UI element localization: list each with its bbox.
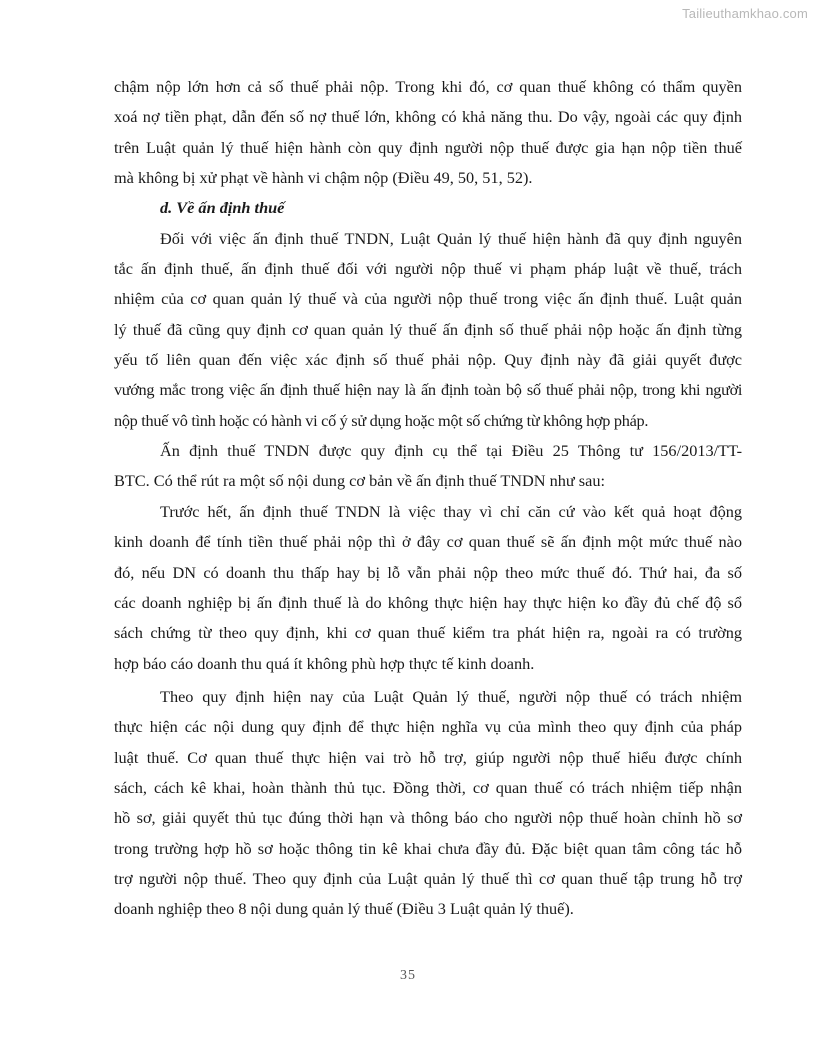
text-line: nhiệm của cơ quan quản lý thuế và của người nộp thuế trong việc ấn định thuế. Luật quản bbox=[114, 289, 742, 309]
text-line: trên Luật quản lý thuế hiện hành còn quy định người nộp thuế được gia hạn nộp tiền thuế bbox=[114, 137, 742, 157]
text-line: Theo quy định hiện nay của Luật Quản lý thuế, người nộp thuế có trách nhiệm bbox=[160, 686, 742, 706]
watermark-text: Tailieuthamkhao.com bbox=[682, 6, 808, 21]
text-line: yếu tố liên quan đến việc xác định số thuế phải nộp. Quy định này đã giải quyết được bbox=[114, 350, 742, 370]
text-line: tắc ấn định thuế, ấn định thuế đối với người nộp thuế vi phạm pháp luật về thuế, trách bbox=[114, 259, 742, 279]
page-number: 35 bbox=[400, 968, 416, 983]
text-line: xoá nợ tiền phạt, dẫn đến số nợ thuế lớn, không có khả năng thu. Do vậy, ngoài các quy định bbox=[114, 107, 742, 127]
text-line: mà không bị xử phạt về hành vi chậm nộp (Điều 49, 50, 51, 52). bbox=[114, 168, 533, 188]
text-line: vướng mắc trong việc ấn định thuế hiện nay là ấn định toàn bộ số thuế phải nộp, trong khi người bbox=[114, 380, 742, 400]
text-line: Đối với việc ấn định thuế TNDN, Luật Quản lý thuế hiện hành đã quy định nguyên bbox=[160, 228, 742, 248]
document-body bbox=[114, 72, 742, 925]
text-line: hợp báo cáo doanh thu quá ít không phù hợp thực tế kinh doanh. bbox=[114, 653, 535, 673]
text-line: Ấn định thuế TNDN được quy định cụ thể tại Điều 25 Thông tư 156/2013/TT- bbox=[160, 441, 742, 461]
text-line: các doanh nghiệp bị ấn định thuế là do không thực hiện hay thực hiện ko đầy đủ chế độ sổ bbox=[114, 592, 742, 612]
text-line: hồ sơ, giải quyết thủ tục đúng thời hạn và thông báo cho người nộp thuế hoàn chỉnh hồ sơ bbox=[114, 808, 742, 828]
text-line: doanh nghiệp theo 8 nội dung quản lý thuế (Điều 3 Luật quản lý thuế). bbox=[114, 899, 574, 919]
text-line: đó, nếu DN có doanh thu thấp hay bị lỗ vẫn phải nộp theo mức thuế đó. Thứ hai, đa số bbox=[114, 562, 742, 582]
text-line: Trước hết, ấn định thuế TNDN là việc thay vì chỉ căn cứ vào kết quả hoạt động bbox=[160, 501, 742, 521]
text-line: chậm nộp lớn hơn cả số thuế phải nộp. Trong khi đó, cơ quan thuế không có thẩm quyền bbox=[114, 77, 742, 96]
text-line: BTC. Có thể rút ra một số nội dung cơ bản về ấn định thuế TNDN như sau: bbox=[114, 471, 606, 491]
text-line: trợ người nộp thuế. Theo quy định của Luật quản lý thuế thì cơ quan thuế tập trung hỗ trợ bbox=[114, 868, 742, 888]
text-line: thực hiện các nội dung quy định để thực hiện nghĩa vụ của mình theo quy định của pháp bbox=[114, 717, 742, 737]
text-line: trong trường hợp hồ sơ hoặc thông tin kê khai chưa đầy đủ. Đặc biệt quan tâm công tác hỗ bbox=[114, 838, 742, 858]
section-heading: d. Về ấn định thuế bbox=[160, 198, 285, 218]
text-line: nộp thuế vô tình hoặc có hành vi cố ý sử dụng hoặc một số chứng từ không hợp pháp. bbox=[114, 410, 649, 430]
text-line: luật thuế. Cơ quan thuế thực hiện vai trò hỗ trợ, giúp người nộp thuế hiểu được chính bbox=[114, 747, 742, 767]
text-line: lý thuế đã cũng quy định cơ quan quản lý thuế ấn định số thuế phải nộp hoặc ấn định từng bbox=[114, 319, 742, 339]
text-line: sách, cách kê khai, hoàn thành thủ tục. Đồng thời, cơ quan thuế có trách nhiệm tiếp nhận bbox=[114, 777, 742, 797]
text-line: kinh doanh để tính tiền thuế phải nộp thì ở đây cơ quan thuế sẽ ấn định một mức thuế nào bbox=[114, 532, 742, 552]
text-line: sách chứng từ theo quy định, khi cơ quan thuế kiểm tra phát hiện ra, ngoài ra có trường bbox=[114, 623, 742, 643]
